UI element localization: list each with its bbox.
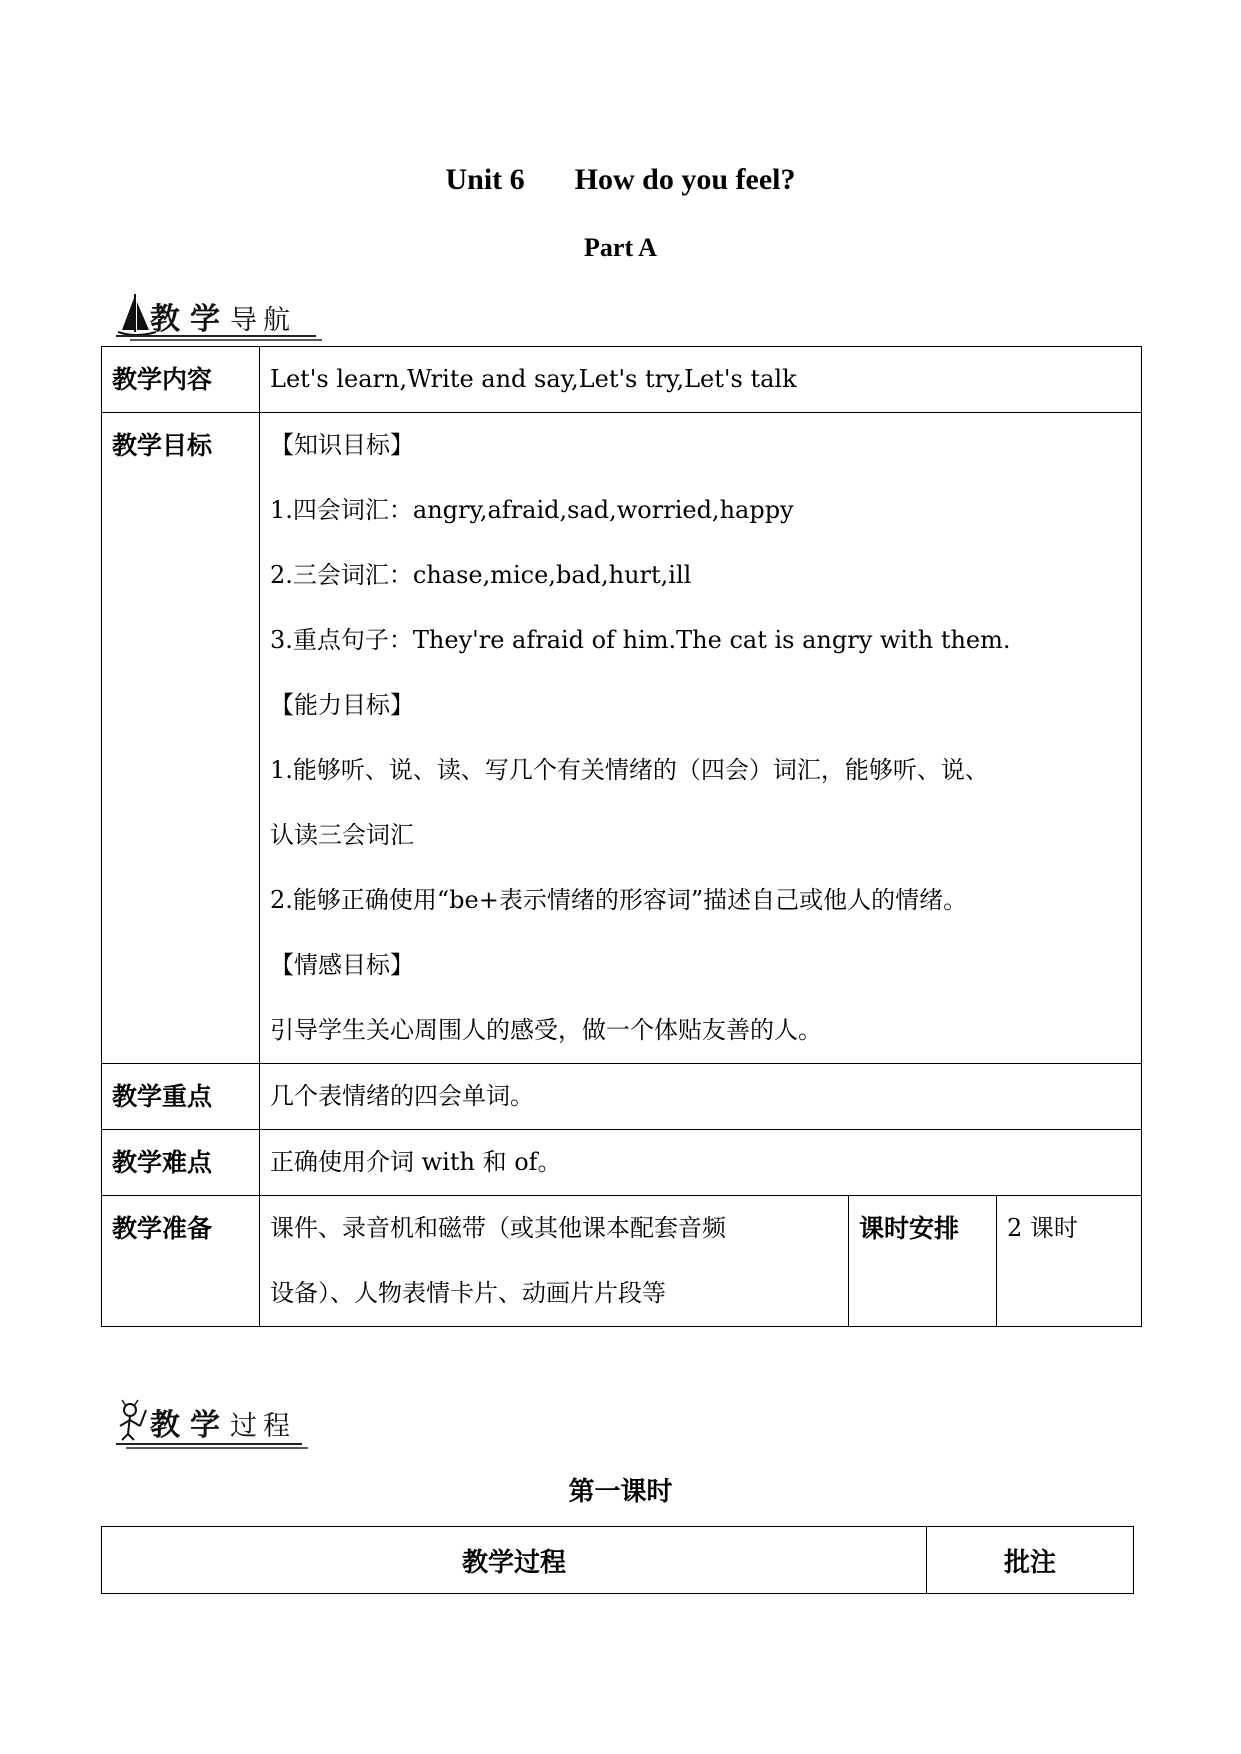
teaching-nav-light: 导航 [230,305,296,336]
table-row [102,413,1142,1064]
goals-line: 认读三会词汇 [270,821,414,849]
process-column-header: 教学过程 [102,1527,927,1594]
teaching-info-table [101,346,1142,1327]
teaching-process-light: 过程 [230,1411,296,1442]
teaching-process-badge [116,1396,312,1452]
goals-line: 3.重点句子：They're afraid of him.The cat is angry with them. [270,626,1011,654]
goals-line: 2.三会词汇：chase,mice,bad,hurt,ill [270,561,692,589]
lesson-heading: 第一课时 [568,1477,673,1507]
difficulties-label: 教学难点 [102,1130,260,1196]
page-title [0,160,1241,200]
table-row [102,1130,1142,1196]
content-value: Let's learn,Write and say,Let's try,Let's talk [260,347,1142,413]
goals-line: 【知识目标】 [270,431,414,459]
goals-value [260,413,1142,1064]
key-points-label: 教学重点 [102,1064,260,1130]
preparation-value [260,1196,849,1327]
goals-label: 教学目标 [102,413,260,1064]
goals-line: 【能力目标】 [270,691,414,719]
goals-line: 【情感目标】 [270,951,414,979]
part-label: Part A [584,233,657,262]
teaching-nav-title [150,294,296,338]
table-row [102,347,1142,413]
goals-line: 1.四会词汇：angry,afraid,sad,worried,happy [270,496,794,524]
goals-line: 1.能够听、说、读、写几个有关情绪的（四会）词汇，能够听、说、 [270,756,989,784]
preparation-label: 教学准备 [102,1196,260,1327]
unit-title: How do you feel? [574,163,796,196]
goals-line: 引导学生关心周围人的感受，做一个体贴友善的人。 [270,1016,822,1044]
teaching-process-bold: 教学 [150,1408,230,1443]
teaching-nav-bold: 教学 [150,302,230,337]
teaching-nav-badge [116,290,326,346]
schedule-value: 2 课时 [997,1196,1142,1327]
key-points-value: 几个表情绪的四会单词。 [260,1064,1142,1130]
table-header-row [102,1527,1134,1594]
preparation-line: 设备）、人物表情卡片、动画片片段等 [270,1279,666,1307]
goals-line: 2.能够正确使用“be+表示情绪的形容词”描述自己或他人的情绪。 [270,886,968,914]
schedule-label: 课时安排 [849,1196,997,1327]
teaching-process-title [150,1400,296,1444]
notes-column-header: 批注 [927,1527,1134,1594]
difficulties-value: 正确使用介词 with 和 of。 [260,1130,1142,1196]
lesson-process-table [101,1526,1134,1594]
table-row [102,1064,1142,1130]
unit-label: Unit 6 [445,163,525,196]
preparation-line: 课件、录音机和磁带（或其他课本配套音频 [270,1214,726,1242]
table-row [102,1196,1142,1327]
content-label: 教学内容 [102,347,260,413]
